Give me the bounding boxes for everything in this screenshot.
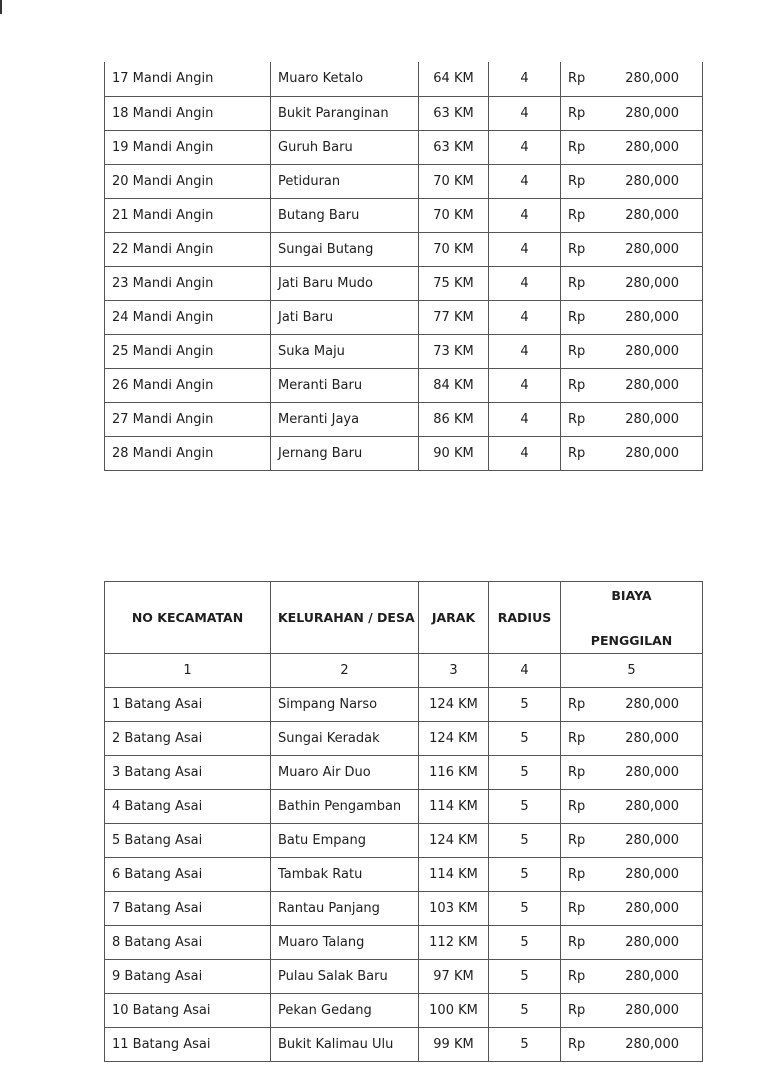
currency-label: Rp — [568, 445, 586, 461]
jarak-cell: 90 KM — [419, 436, 489, 470]
table-row — [105, 1028, 703, 1062]
table-b-header — [105, 582, 703, 688]
table-row — [105, 300, 703, 334]
currency-label: Rp — [568, 867, 586, 882]
radius-cell: 5 — [489, 1028, 561, 1062]
table-row — [105, 130, 703, 164]
amount-value: 280,000 — [625, 731, 679, 746]
radius-cell: 4 — [489, 368, 561, 402]
radius-cell: 5 — [489, 790, 561, 824]
table-row — [105, 722, 703, 756]
jarak-cell: 77 KM — [419, 300, 489, 334]
table-row — [105, 926, 703, 960]
kecamatan-cell: 20 Mandi Angin — [105, 164, 271, 198]
biaya-cell — [561, 722, 703, 756]
jarak-cell: 97 KM — [419, 960, 489, 994]
jarak-cell: 124 KM — [419, 688, 489, 722]
desa-cell: Rantau Panjang — [271, 892, 419, 926]
amount-value: 280,000 — [625, 343, 679, 359]
amount-value: 280,000 — [625, 445, 679, 461]
desa-cell: Sungai Butang — [271, 232, 419, 266]
header-desa: KELURAHAN / DESA — [271, 582, 419, 654]
kecamatan-cell: 4 Batang Asai — [105, 790, 271, 824]
jarak-cell: 84 KM — [419, 368, 489, 402]
column-index: 5 — [561, 654, 703, 688]
currency-label: Rp — [568, 173, 586, 189]
kecamatan-cell: 22 Mandi Angin — [105, 232, 271, 266]
desa-cell: Bukit Kalimau Ulu — [271, 1028, 419, 1062]
jarak-cell: 64 KM — [419, 62, 489, 96]
jarak-cell: 114 KM — [419, 790, 489, 824]
radius-cell: 4 — [489, 436, 561, 470]
currency-label: Rp — [568, 207, 586, 223]
currency-label: Rp — [568, 969, 586, 984]
table-row — [105, 164, 703, 198]
currency-label: Rp — [568, 105, 586, 121]
biaya-cell — [561, 334, 703, 368]
biaya-cell — [561, 994, 703, 1028]
kecamatan-cell: 8 Batang Asai — [105, 926, 271, 960]
biaya-cell — [561, 62, 703, 96]
jarak-cell: 116 KM — [419, 756, 489, 790]
biaya-cell — [561, 926, 703, 960]
jarak-cell: 73 KM — [419, 334, 489, 368]
radius-cell: 4 — [489, 164, 561, 198]
desa-cell: Petiduran — [271, 164, 419, 198]
amount-value: 280,000 — [625, 935, 679, 950]
radius-cell: 4 — [489, 300, 561, 334]
amount-value: 280,000 — [625, 309, 679, 325]
column-index-row — [105, 654, 703, 688]
currency-label: Rp — [568, 833, 586, 848]
radius-cell: 4 — [489, 96, 561, 130]
table-row — [105, 368, 703, 402]
desa-cell: Bukit Paranginan — [271, 96, 419, 130]
jarak-cell: 63 KM — [419, 96, 489, 130]
amount-value: 280,000 — [625, 901, 679, 916]
currency-label: Rp — [568, 309, 586, 325]
currency-label: Rp — [568, 799, 586, 814]
jarak-cell: 63 KM — [419, 130, 489, 164]
column-index: 4 — [489, 654, 561, 688]
table-row — [105, 402, 703, 436]
radius-cell: 4 — [489, 334, 561, 368]
radius-cell: 4 — [489, 62, 561, 96]
amount-value: 280,000 — [625, 799, 679, 814]
currency-label: Rp — [568, 935, 586, 950]
biaya-cell — [561, 266, 703, 300]
biaya-cell — [561, 198, 703, 232]
radius-cell: 4 — [489, 402, 561, 436]
amount-value: 280,000 — [625, 867, 679, 882]
table-row — [105, 266, 703, 300]
header-biaya — [561, 582, 703, 654]
desa-cell: Suka Maju — [271, 334, 419, 368]
amount-value: 280,000 — [625, 71, 679, 87]
distance-cost-table-continued — [104, 62, 703, 471]
desa-cell: Jati Baru — [271, 300, 419, 334]
amount-value: 280,000 — [625, 207, 679, 223]
radius-cell: 5 — [489, 722, 561, 756]
radius-cell: 4 — [489, 198, 561, 232]
biaya-cell — [561, 368, 703, 402]
desa-cell: Guruh Baru — [271, 130, 419, 164]
biaya-cell — [561, 436, 703, 470]
table-row — [105, 892, 703, 926]
biaya-cell — [561, 824, 703, 858]
distance-cost-table — [104, 581, 703, 1062]
desa-cell: Muaro Talang — [271, 926, 419, 960]
desa-cell: Pulau Salak Baru — [271, 960, 419, 994]
kecamatan-cell: 21 Mandi Angin — [105, 198, 271, 232]
radius-cell: 5 — [489, 994, 561, 1028]
jarak-cell: 70 KM — [419, 164, 489, 198]
kecamatan-cell: 9 Batang Asai — [105, 960, 271, 994]
desa-cell: Sungai Keradak — [271, 722, 419, 756]
radius-cell: 5 — [489, 858, 561, 892]
column-index: 2 — [271, 654, 419, 688]
jarak-cell: 99 KM — [419, 1028, 489, 1062]
radius-cell: 5 — [489, 892, 561, 926]
kecamatan-cell: 24 Mandi Angin — [105, 300, 271, 334]
desa-cell: Batu Empang — [271, 824, 419, 858]
desa-cell: Meranti Jaya — [271, 402, 419, 436]
kecamatan-cell: 27 Mandi Angin — [105, 402, 271, 436]
kecamatan-cell: 18 Mandi Angin — [105, 96, 271, 130]
currency-label: Rp — [568, 731, 586, 746]
radius-cell: 5 — [489, 960, 561, 994]
amount-value: 280,000 — [625, 969, 679, 984]
amount-value: 280,000 — [625, 377, 679, 393]
radius-cell: 4 — [489, 266, 561, 300]
column-index: 3 — [419, 654, 489, 688]
radius-cell: 5 — [489, 824, 561, 858]
desa-cell: Bathin Pengamban — [271, 790, 419, 824]
amount-value: 280,000 — [625, 765, 679, 780]
jarak-cell: 124 KM — [419, 824, 489, 858]
amount-value: 280,000 — [625, 1037, 679, 1052]
radius-cell: 5 — [489, 688, 561, 722]
scan-edge-mark — [0, 0, 2, 14]
kecamatan-cell: 5 Batang Asai — [105, 824, 271, 858]
kecamatan-cell: 10 Batang Asai — [105, 994, 271, 1028]
kecamatan-cell: 11 Batang Asai — [105, 1028, 271, 1062]
kecamatan-cell: 28 Mandi Angin — [105, 436, 271, 470]
currency-label: Rp — [568, 241, 586, 257]
desa-cell: Butang Baru — [271, 198, 419, 232]
desa-cell: Jernang Baru — [271, 436, 419, 470]
header-row — [105, 582, 703, 654]
kecamatan-cell: 17 Mandi Angin — [105, 62, 271, 96]
jarak-cell: 100 KM — [419, 994, 489, 1028]
header-biaya-line2: PENGGILAN — [590, 632, 673, 648]
currency-label: Rp — [568, 343, 586, 359]
header-radius: RADIUS — [489, 582, 561, 654]
radius-cell: 4 — [489, 232, 561, 266]
kecamatan-cell: 25 Mandi Angin — [105, 334, 271, 368]
currency-label: Rp — [568, 71, 586, 87]
header-kecamatan: NO KECAMATAN — [105, 582, 271, 654]
jarak-cell: 70 KM — [419, 198, 489, 232]
kecamatan-cell: 2 Batang Asai — [105, 722, 271, 756]
table-row — [105, 436, 703, 470]
table-row — [105, 688, 703, 722]
table-row — [105, 824, 703, 858]
currency-label: Rp — [568, 411, 586, 427]
amount-value: 280,000 — [625, 275, 679, 291]
currency-label: Rp — [568, 901, 586, 916]
kecamatan-cell: 23 Mandi Angin — [105, 266, 271, 300]
amount-value: 280,000 — [625, 241, 679, 257]
kecamatan-cell: 3 Batang Asai — [105, 756, 271, 790]
biaya-cell — [561, 688, 703, 722]
amount-value: 280,000 — [625, 139, 679, 155]
currency-label: Rp — [568, 1003, 586, 1018]
table-row — [105, 756, 703, 790]
biaya-cell — [561, 96, 703, 130]
table-row — [105, 96, 703, 130]
radius-cell: 5 — [489, 926, 561, 960]
currency-label: Rp — [568, 139, 586, 155]
biaya-cell — [561, 892, 703, 926]
biaya-cell — [561, 164, 703, 198]
kecamatan-cell: 26 Mandi Angin — [105, 368, 271, 402]
currency-label: Rp — [568, 1037, 586, 1052]
biaya-cell — [561, 790, 703, 824]
table-row — [105, 198, 703, 232]
biaya-cell — [561, 858, 703, 892]
biaya-cell — [561, 756, 703, 790]
amount-value: 280,000 — [625, 833, 679, 848]
biaya-cell — [561, 130, 703, 164]
amount-value: 280,000 — [625, 105, 679, 121]
table-row — [105, 334, 703, 368]
column-index: 1 — [105, 654, 271, 688]
radius-cell: 5 — [489, 756, 561, 790]
desa-cell: Simpang Narso — [271, 688, 419, 722]
jarak-cell: 114 KM — [419, 858, 489, 892]
kecamatan-cell: 1 Batang Asai — [105, 688, 271, 722]
desa-cell: Meranti Baru — [271, 368, 419, 402]
table-a-body — [105, 62, 703, 470]
desa-cell: Pekan Gedang — [271, 994, 419, 1028]
header-biaya-line1: BIAYA — [611, 587, 652, 603]
currency-label: Rp — [568, 697, 586, 712]
currency-label: Rp — [568, 377, 586, 393]
jarak-cell: 75 KM — [419, 266, 489, 300]
biaya-cell — [561, 1028, 703, 1062]
jarak-cell: 103 KM — [419, 892, 489, 926]
desa-cell: Muaro Ketalo — [271, 62, 419, 96]
jarak-cell: 70 KM — [419, 232, 489, 266]
header-jarak: JARAK — [419, 582, 489, 654]
radius-cell: 4 — [489, 130, 561, 164]
jarak-cell: 112 KM — [419, 926, 489, 960]
table-row — [105, 960, 703, 994]
table-row — [105, 62, 703, 96]
table-row — [105, 232, 703, 266]
jarak-cell: 124 KM — [419, 722, 489, 756]
table-b-body — [105, 688, 703, 1062]
biaya-cell — [561, 960, 703, 994]
amount-value: 280,000 — [625, 697, 679, 712]
table-row — [105, 790, 703, 824]
table-row — [105, 994, 703, 1028]
currency-label: Rp — [568, 275, 586, 291]
biaya-cell — [561, 300, 703, 334]
kecamatan-cell: 6 Batang Asai — [105, 858, 271, 892]
amount-value: 280,000 — [625, 1003, 679, 1018]
amount-value: 280,000 — [625, 173, 679, 189]
table-row — [105, 858, 703, 892]
desa-cell: Jati Baru Mudo — [271, 266, 419, 300]
biaya-cell — [561, 232, 703, 266]
desa-cell: Tambak Ratu — [271, 858, 419, 892]
jarak-cell: 86 KM — [419, 402, 489, 436]
kecamatan-cell: 7 Batang Asai — [105, 892, 271, 926]
biaya-cell — [561, 402, 703, 436]
kecamatan-cell: 19 Mandi Angin — [105, 130, 271, 164]
desa-cell: Muaro Air Duo — [271, 756, 419, 790]
currency-label: Rp — [568, 765, 586, 780]
amount-value: 280,000 — [625, 411, 679, 427]
